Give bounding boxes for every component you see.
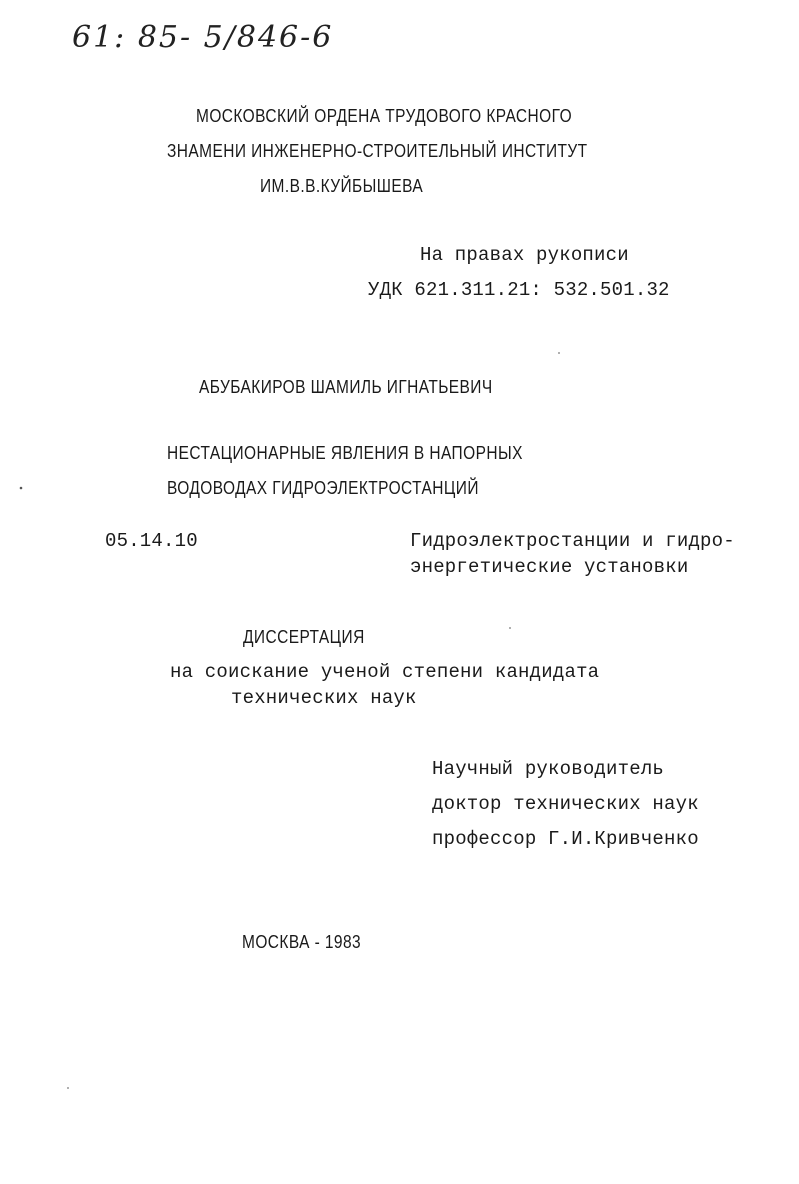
degree-line-2: технических наук: [231, 687, 417, 709]
archive-code: 61: 85- 5/846-6: [72, 20, 334, 55]
institution-line-3: ИМ.В.В.КУЙБЫШЕВА: [260, 176, 424, 196]
author-name: АБУБАКИРОВ ШАМИЛЬ ИГНАТЬЕВИЧ: [199, 377, 493, 397]
dissertation-title-line-2: ВОДОВОДАХ ГИДРОЭЛЕКТРОСТАНЦИЙ: [167, 478, 479, 498]
specialty-name-line-2: энергетические установки: [410, 556, 689, 578]
degree-line-1: на соискание ученой степени кандидата: [170, 661, 600, 683]
footer-city-year: МОСКВА - 1983: [242, 932, 362, 952]
specialty-name-line-1: Гидроэлектростанции и гидро-: [410, 530, 735, 552]
supervisor-line-1: Научный руководитель: [432, 758, 665, 780]
rights-note: На правах рукописи: [420, 244, 629, 266]
specialty-code: 05.14.10: [105, 530, 198, 552]
dissertation-title-line-1: НЕСТАЦИОНАРНЫЕ ЯВЛЕНИЯ В НАПОРНЫХ: [167, 443, 523, 463]
supervisor-line-2: доктор технических наук: [432, 793, 699, 815]
dissertation-label: ДИССЕРТАЦИЯ: [243, 627, 365, 647]
udk-code: УДК 621.311.21: 532.501.32: [368, 279, 670, 301]
institution-line-2: ЗНАМЕНИ ИНЖЕНЕРНО-СТРОИТЕЛЬНЫЙ ИНСТИТУТ: [167, 141, 588, 161]
institution-line-1: МОСКОВСКИЙ ОРДЕНА ТРУДОВОГО КРАСНОГО: [196, 106, 573, 126]
supervisor-line-3: профессор Г.И.Кривченко: [432, 828, 699, 850]
